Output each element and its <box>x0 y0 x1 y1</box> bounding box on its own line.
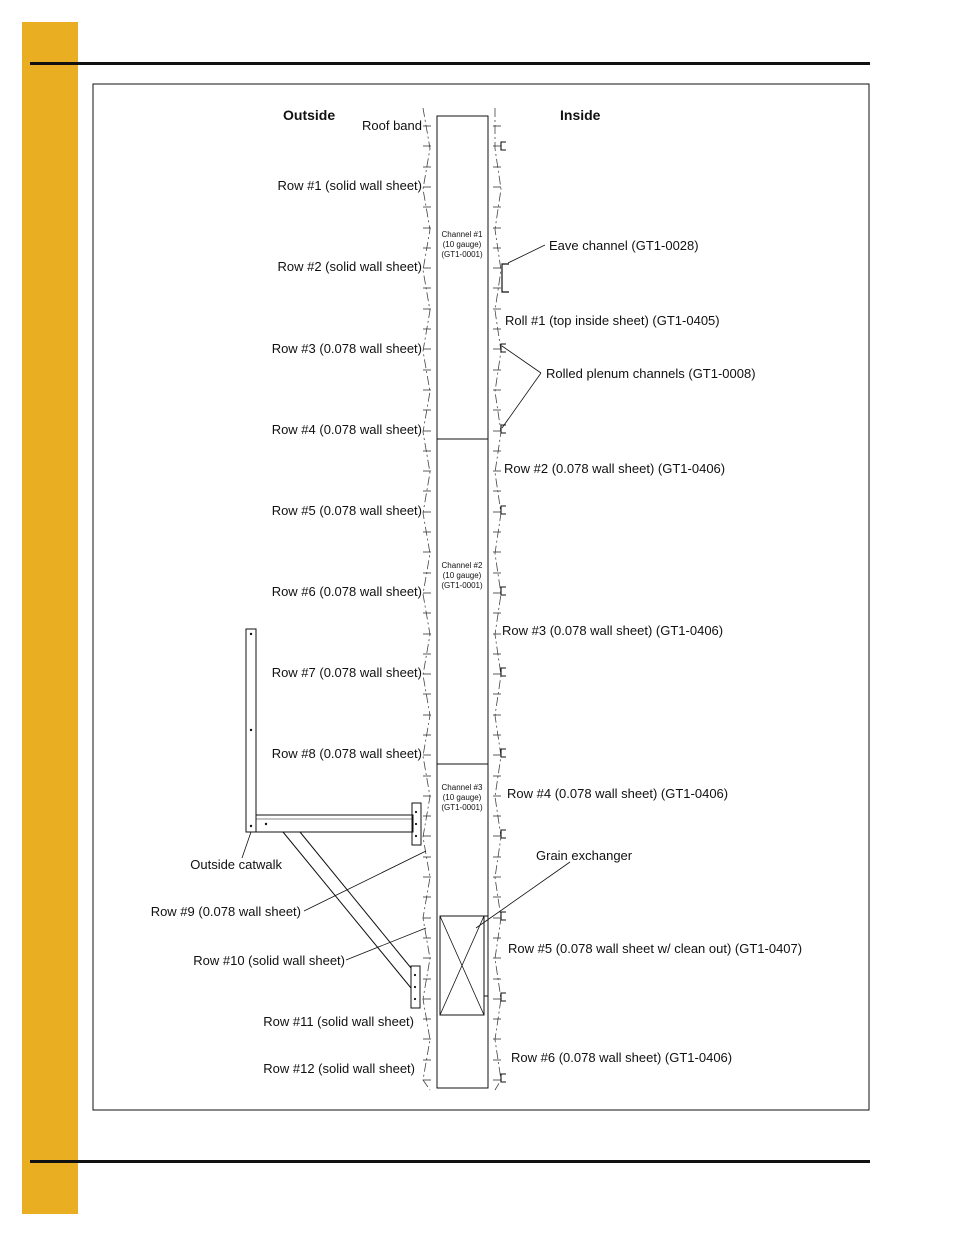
channel2-part: (GT1-0001) <box>441 581 483 590</box>
bracket-bolt <box>415 823 417 825</box>
bracket-bolt <box>415 835 417 837</box>
plenum-leader-upper <box>502 346 541 373</box>
roll1-label: Roll #1 (top inside sheet) (GT1-0405) <box>505 313 720 328</box>
inside-row2-label: Row #2 (0.078 wall sheet) (GT1-0406) <box>504 461 726 476</box>
plenum-channel-mark <box>501 830 506 838</box>
inside-row4-label: Row #4 (0.078 wall sheet) (GT1-0406) <box>507 786 729 801</box>
bracket-bolt <box>414 986 416 988</box>
inside-header: Inside <box>560 107 601 123</box>
catwalk-deck-bolt <box>265 823 267 825</box>
channel3-gauge: (10 gauge) <box>442 793 482 802</box>
plenum-channel-mark <box>501 993 506 1001</box>
catwalk-brace <box>300 832 411 968</box>
outside-row5-label: Row #5 (0.078 wall sheet) <box>271 503 422 518</box>
outer-wall-line <box>423 108 430 1090</box>
inside-row6-label: Row #6 (0.078 wall sheet) (GT1-0406) <box>511 1050 733 1065</box>
grain-exchanger-leader <box>476 862 570 928</box>
inner-wall-line <box>495 108 501 1090</box>
roof-band-label: Roof band <box>362 118 422 133</box>
channel2-label: Channel #2 <box>441 561 483 570</box>
channel2-gauge: (10 gauge) <box>442 571 482 580</box>
outside-catwalk-label: Outside catwalk <box>190 857 282 872</box>
outside-row10-label: Row #10 (solid wall sheet) <box>193 953 345 968</box>
outside-row2-label: Row #2 (solid wall sheet) <box>277 259 422 274</box>
channel3-label: Channel #3 <box>441 783 483 792</box>
outside-row1-label: Row #1 (solid wall sheet) <box>277 178 422 193</box>
plenum-channel-mark <box>501 506 506 514</box>
catwalk-post-bolt <box>250 825 252 827</box>
inside-row3-label: Row #3 (0.078 wall sheet) (GT1-0406) <box>502 623 724 638</box>
eave-leader <box>508 245 545 263</box>
grain-exchanger-label: Grain exchanger <box>536 848 633 863</box>
row10-leader <box>346 928 426 960</box>
eave-channel-label: Eave channel (GT1-0028) <box>549 238 699 253</box>
catwalk-deck <box>256 815 413 832</box>
plenum-leader-lower <box>502 373 541 428</box>
plenum-channel-mark <box>501 668 506 676</box>
outside-row9-label: Row #9 (0.078 wall sheet) <box>150 904 301 919</box>
outside-catwalk <box>246 629 421 1008</box>
plenum-channel-mark <box>501 749 506 757</box>
outside-row4-label: Row #4 (0.078 wall sheet) <box>271 422 422 437</box>
channel1-label: Channel #1 <box>441 230 483 239</box>
outside-row11-label: Row #11 (solid wall sheet) <box>263 1014 414 1029</box>
plenum-channel-mark <box>501 142 506 150</box>
bracket-bolt <box>414 974 416 976</box>
channel1-gauge: (10 gauge) <box>442 240 482 249</box>
channel-column <box>437 116 488 1088</box>
channel3-part: (GT1-0001) <box>441 803 483 812</box>
plenum-channel-mark <box>501 1074 506 1082</box>
bracket-bolt <box>415 811 417 813</box>
plenum-channels-label: Rolled plenum channels (GT1-0008) <box>546 366 756 381</box>
outside-row12-label: Row #12 (solid wall sheet) <box>263 1061 415 1076</box>
outside-row3-label: Row #3 (0.078 wall sheet) <box>271 341 422 356</box>
outside-row7-label: Row #7 (0.078 wall sheet) <box>271 665 422 680</box>
plenum-channel-mark <box>501 912 506 920</box>
inside-row5-label: Row #5 (0.078 wall sheet w/ clean out) (GT1-0407) <box>508 941 803 956</box>
eave-channel-bracket <box>502 264 509 292</box>
channel1-part: (GT1-0001) <box>441 250 483 259</box>
catwalk-post-bolt <box>250 729 252 731</box>
catwalk-post-bolt <box>250 633 252 635</box>
outside-header: Outside <box>283 107 336 123</box>
outside-row6-label: Row #6 (0.078 wall sheet) <box>271 584 422 599</box>
catwalk-leader <box>242 832 251 858</box>
outer-wall-ticks <box>423 126 431 1080</box>
outside-row8-label: Row #8 (0.078 wall sheet) <box>271 746 422 761</box>
plenum-channel-mark <box>501 587 506 595</box>
bracket-bolt <box>414 998 416 1000</box>
